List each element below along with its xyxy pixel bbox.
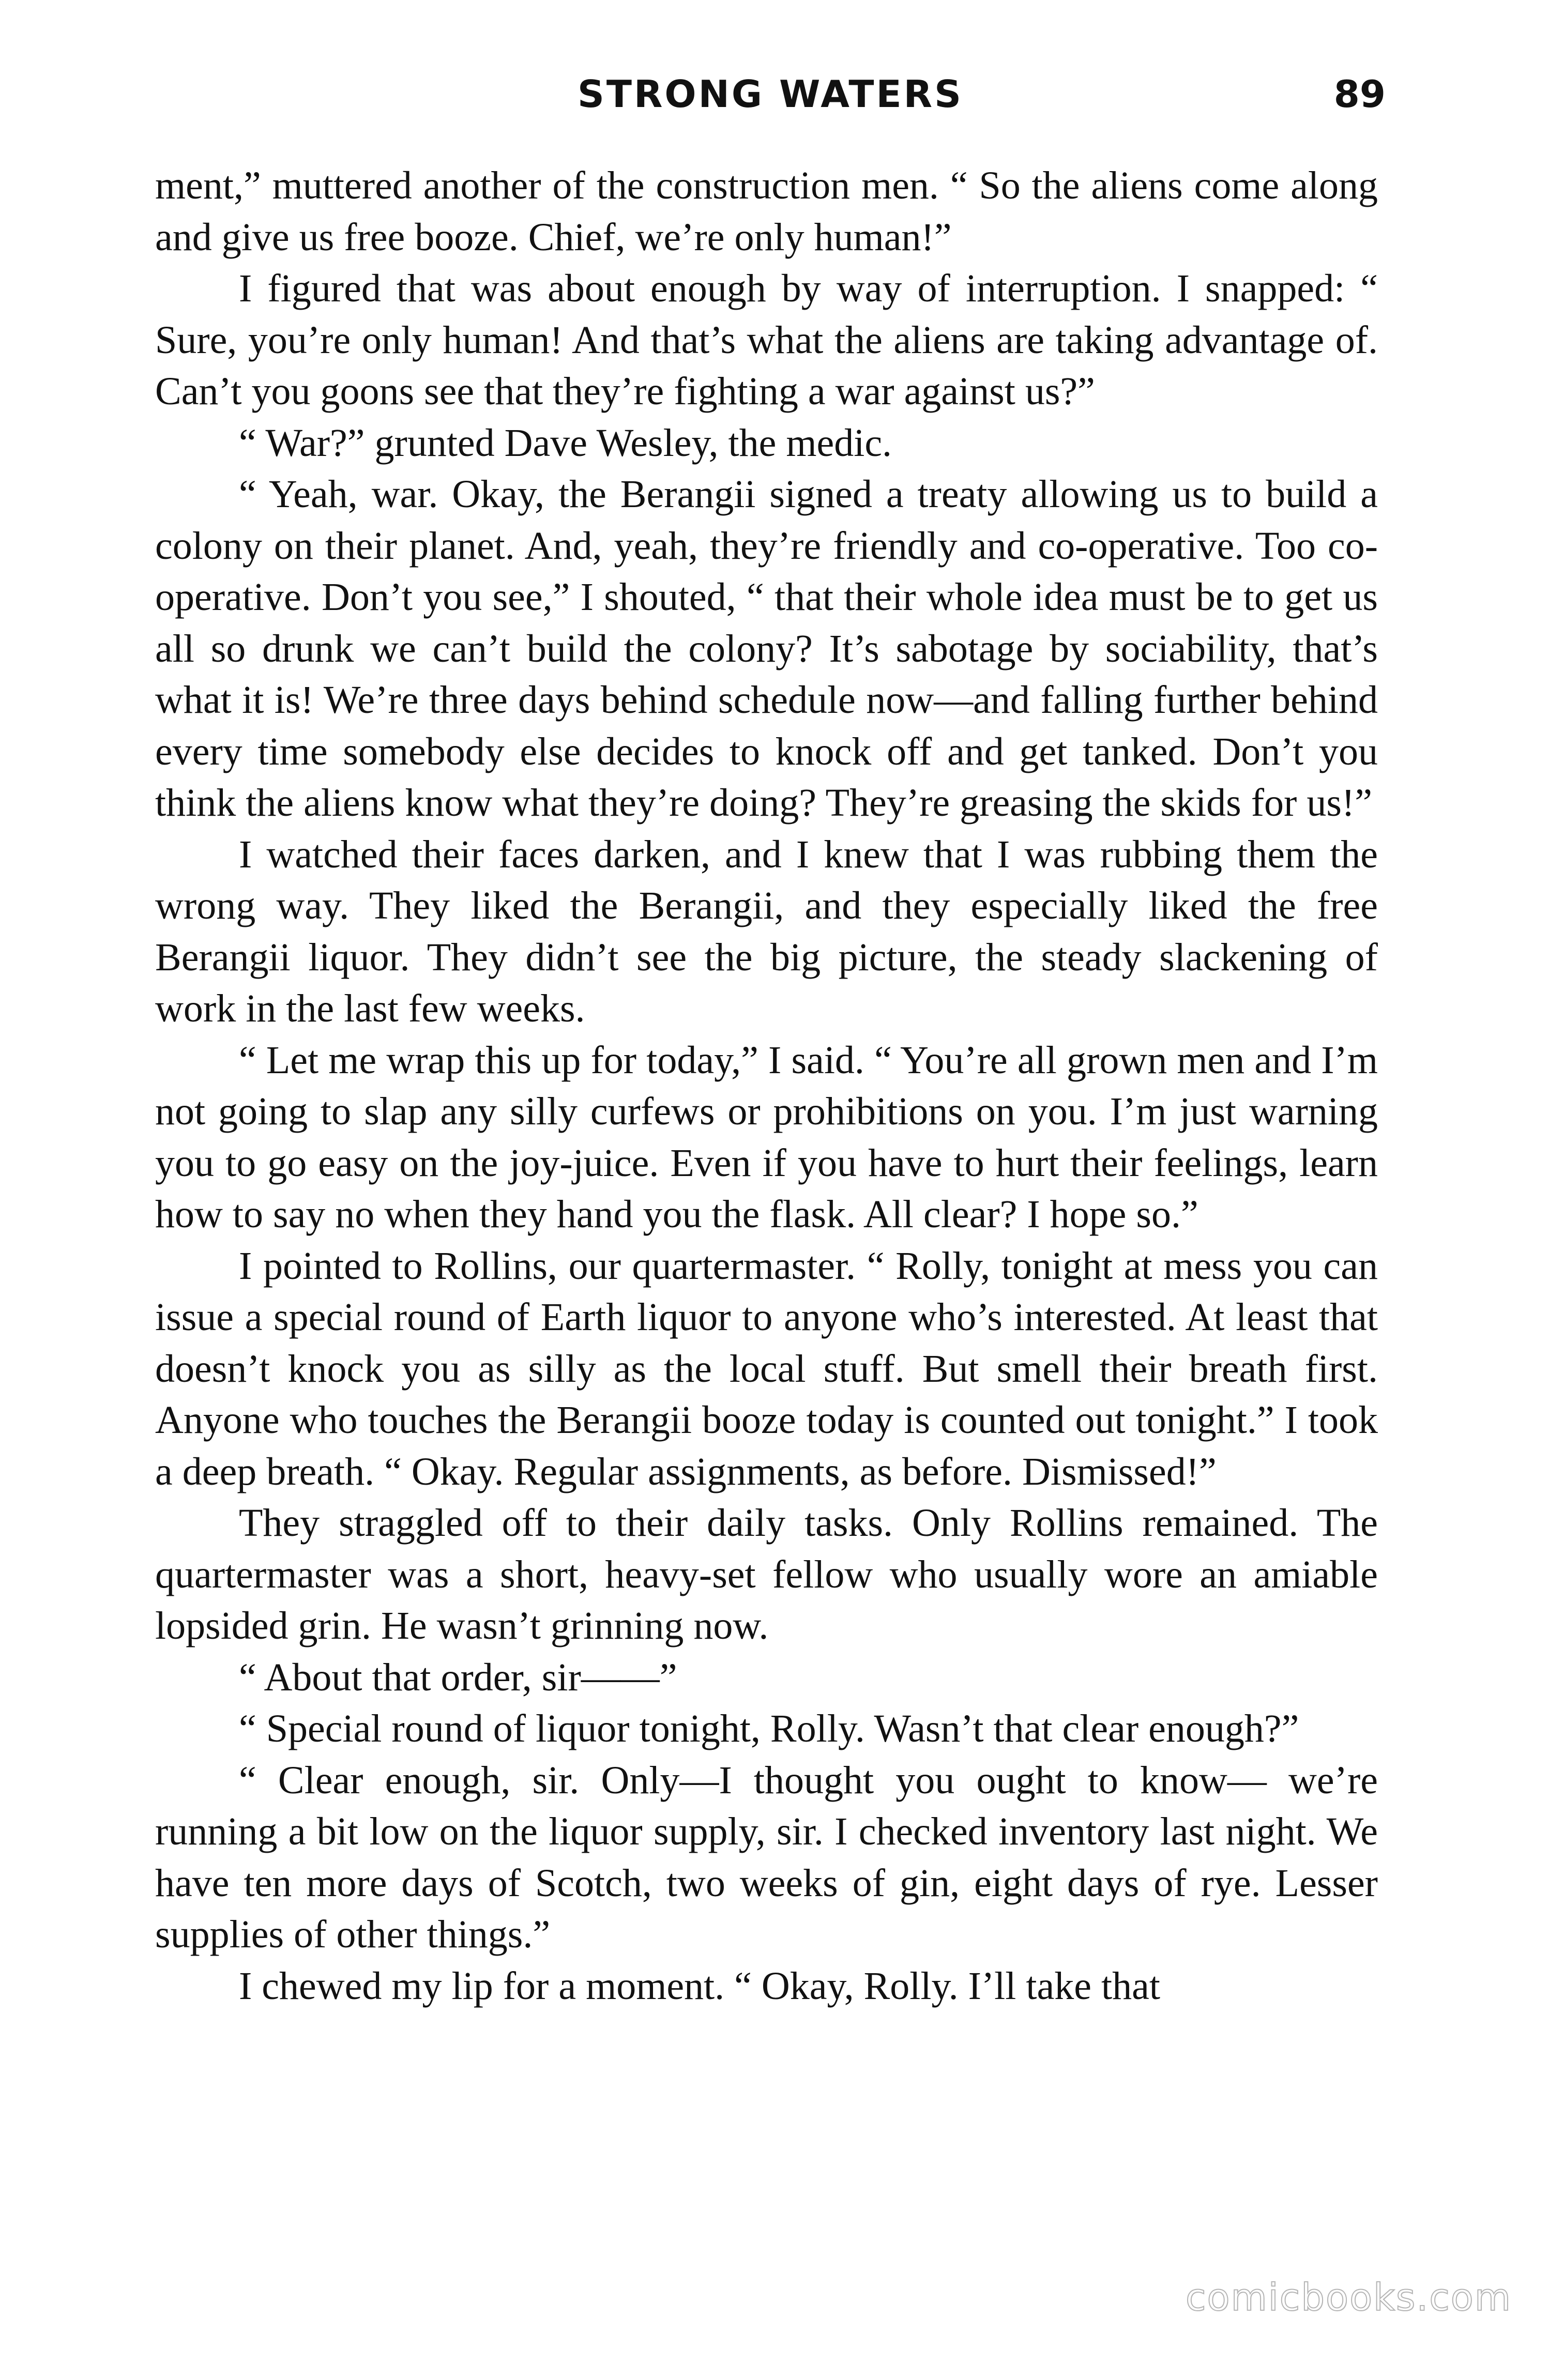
paragraph-1: ment,” muttered another of the construction men. “ So the aliens come along and give us free booze. Chief, we’re only human!” xyxy=(155,164,1378,259)
paragraph-9: “ About that order, sir——” xyxy=(239,1655,677,1699)
paragraph-11: “ Clear enough, sir. Only—I thought you ought to know— we’re running a bit low on the liquor supply, sir. I checked inventory last night. We have ten more days of Scotch, two weeks of gin, eight days of rye. Lesser supplies of other things.” xyxy=(155,1758,1378,1956)
watermark: comicbooks.com xyxy=(1185,2276,1512,2319)
paragraph-3: “ War?” grunted Dave Wesley, the medic. xyxy=(239,421,892,465)
paragraph-4: “ Yeah, war. Okay, the Berangii signed a treaty allowing us to build a colony on their planet. And, yeah, they’re friendly and co-operative. Too co-operative. Don’t you see,” I shouted, “ that their whole idea must be to get us all so drunk we can’t build the colony? It’s sabotage by sociability, that’s what it is! We’re three days behind schedule now—and falling further behind every time somebody else decides to knock off and get tanked. Don’t you think the aliens know what they’re doing? They’re greasing the skids for us!” xyxy=(155,472,1378,825)
paragraph-10: “ Special round of liquor tonight, Rolly. Wasn’t that clear enough?” xyxy=(239,1707,1299,1750)
page-number: 89 xyxy=(1333,72,1386,116)
body-text xyxy=(155,160,1378,2012)
running-head: STRONG WATERS xyxy=(578,72,963,116)
paragraph-8: They straggled off to their daily tasks. Only Rollins remained. The quartermaster was a short, heavy-set fellow who usually wore an amiable lopsided grin. He wasn’t grinning now. xyxy=(155,1501,1378,1647)
paragraph-12: I chewed my lip for a moment. “ Okay, Rolly. I’ll take that xyxy=(239,1964,1160,2008)
paragraph-5: I watched their faces darken, and I knew that I was rubbing them the wrong way. They liked the Berangii, and they especially liked the free Berangii liquor. They didn’t see the big picture, the steady slackening of work in the last few weeks. xyxy=(155,832,1378,1030)
page-header xyxy=(155,72,1386,129)
paragraph-6: “ Let me wrap this up for today,” I said. “ You’re all grown men and I’m not going to slap any silly curfews or prohibitions on you. I’m just warning you to go easy on the joy-juice. Even if you have to hurt their feelings, learn how to say no when they hand you the flask. All clear? I hope so.” xyxy=(155,1038,1378,1236)
paragraph-2: I figured that was about enough by way of interruption. I snapped: “ Sure, you’re only human! And that’s what the aliens are taking advantage of. Can’t you goons see that they’re fighting a war against us?” xyxy=(155,267,1378,413)
paragraph-7: I pointed to Rollins, our quartermaster. “ Rolly, tonight at mess you can issue a special round of Earth liquor to anyone who’s interested. At least that doesn’t knock you as silly as the local stuff. But smell their breath first. Anyone who touches the Berangii booze today is counted out tonight.” I took a deep breath. “ Okay. Regular assignments, as before. Dismissed!” xyxy=(155,1244,1378,1493)
